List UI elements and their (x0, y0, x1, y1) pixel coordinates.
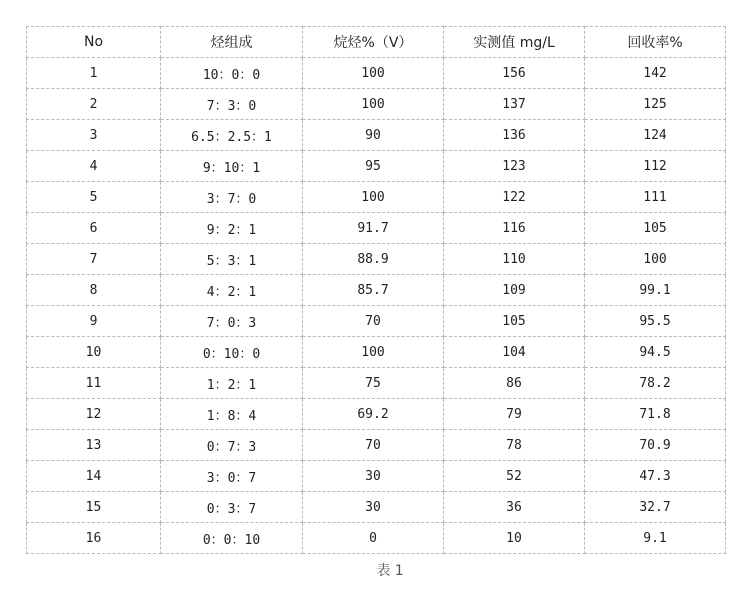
cell-composition: 9：10：1 (161, 151, 303, 182)
cell-composition: 3：7：0 (161, 182, 303, 213)
table-row (27, 368, 726, 399)
cell-recovery-rate: 111 (585, 182, 726, 213)
cell-composition: 0：7：3 (161, 430, 303, 461)
cell-composition: 0：10：0 (161, 337, 303, 368)
cell-alkane-percent: 90 (303, 120, 444, 151)
cell-measured-value: 110 (444, 244, 585, 275)
table-row (27, 244, 726, 275)
cell-measured-value: 123 (444, 151, 585, 182)
cell-alkane-percent: 70 (303, 430, 444, 461)
cell-recovery-rate: 142 (585, 58, 726, 89)
cell-measured-value: 137 (444, 89, 585, 120)
table-row (27, 337, 726, 368)
table-body (27, 58, 726, 554)
table-row (27, 58, 726, 89)
cell-composition: 1：8：4 (161, 399, 303, 430)
cell-composition: 7：3：0 (161, 89, 303, 120)
cell-no: 10 (27, 337, 161, 368)
cell-composition: 9：2：1 (161, 213, 303, 244)
table-row (27, 523, 726, 554)
cell-alkane-percent: 100 (303, 58, 444, 89)
cell-recovery-rate: 32.7 (585, 492, 726, 523)
cell-composition: 4：2：1 (161, 275, 303, 306)
cell-measured-value: 136 (444, 120, 585, 151)
cell-recovery-rate: 112 (585, 151, 726, 182)
cell-measured-value: 122 (444, 182, 585, 213)
cell-composition: 1：2：1 (161, 368, 303, 399)
cell-no: 11 (27, 368, 161, 399)
header-alkane-percent: 烷烃%（V） (303, 27, 444, 58)
table-row (27, 430, 726, 461)
cell-measured-value: 52 (444, 461, 585, 492)
table-row (27, 275, 726, 306)
cell-no: 14 (27, 461, 161, 492)
cell-alkane-percent: 30 (303, 492, 444, 523)
cell-recovery-rate: 99.1 (585, 275, 726, 306)
cell-recovery-rate: 105 (585, 213, 726, 244)
cell-recovery-rate: 71.8 (585, 399, 726, 430)
cell-alkane-percent: 30 (303, 461, 444, 492)
cell-composition: 0：3：7 (161, 492, 303, 523)
table-header-row (27, 27, 726, 58)
cell-no: 16 (27, 523, 161, 554)
cell-alkane-percent: 88.9 (303, 244, 444, 275)
cell-measured-value: 109 (444, 275, 585, 306)
cell-recovery-rate: 124 (585, 120, 726, 151)
table-row (27, 182, 726, 213)
cell-alkane-percent: 69.2 (303, 399, 444, 430)
cell-composition: 10：0：0 (161, 58, 303, 89)
cell-alkane-percent: 95 (303, 151, 444, 182)
cell-recovery-rate: 100 (585, 244, 726, 275)
cell-alkane-percent: 100 (303, 182, 444, 213)
cell-composition: 6.5：2.5：1 (161, 120, 303, 151)
cell-measured-value: 116 (444, 213, 585, 244)
cell-alkane-percent: 85.7 (303, 275, 444, 306)
cell-no: 7 (27, 244, 161, 275)
cell-recovery-rate: 125 (585, 89, 726, 120)
cell-recovery-rate: 47.3 (585, 461, 726, 492)
cell-alkane-percent: 91.7 (303, 213, 444, 244)
table-row (27, 306, 726, 337)
cell-alkane-percent: 70 (303, 306, 444, 337)
cell-alkane-percent: 75 (303, 368, 444, 399)
cell-recovery-rate: 95.5 (585, 306, 726, 337)
cell-measured-value: 156 (444, 58, 585, 89)
table-row (27, 151, 726, 182)
cell-measured-value: 86 (444, 368, 585, 399)
cell-composition: 7：0：3 (161, 306, 303, 337)
cell-recovery-rate: 94.5 (585, 337, 726, 368)
cell-no: 9 (27, 306, 161, 337)
cell-composition: 0：0：10 (161, 523, 303, 554)
table-row (27, 461, 726, 492)
cell-no: 2 (27, 89, 161, 120)
table-row (27, 89, 726, 120)
data-table (26, 26, 726, 554)
cell-composition: 3：0：7 (161, 461, 303, 492)
table-row (27, 492, 726, 523)
cell-no: 15 (27, 492, 161, 523)
cell-measured-value: 78 (444, 430, 585, 461)
data-table-container (26, 26, 725, 554)
cell-measured-value: 105 (444, 306, 585, 337)
cell-no: 8 (27, 275, 161, 306)
cell-composition: 5：3：1 (161, 244, 303, 275)
header-measured-value: 实测值 mg/L (444, 27, 585, 58)
cell-measured-value: 36 (444, 492, 585, 523)
cell-no: 5 (27, 182, 161, 213)
header-no: No (27, 27, 161, 58)
table-caption: 表 1 (376, 563, 404, 579)
table-row (27, 120, 726, 151)
cell-recovery-rate: 9.1 (585, 523, 726, 554)
cell-measured-value: 104 (444, 337, 585, 368)
cell-measured-value: 10 (444, 523, 585, 554)
cell-recovery-rate: 70.9 (585, 430, 726, 461)
cell-alkane-percent: 0 (303, 523, 444, 554)
cell-no: 3 (27, 120, 161, 151)
cell-alkane-percent: 100 (303, 337, 444, 368)
cell-measured-value: 79 (444, 399, 585, 430)
cell-no: 6 (27, 213, 161, 244)
cell-no: 12 (27, 399, 161, 430)
table-row (27, 213, 726, 244)
cell-alkane-percent: 100 (303, 89, 444, 120)
table-row (27, 399, 726, 430)
cell-no: 13 (27, 430, 161, 461)
header-hydrocarbon-composition: 烃组成 (161, 27, 303, 58)
cell-no: 1 (27, 58, 161, 89)
cell-no: 4 (27, 151, 161, 182)
cell-recovery-rate: 78.2 (585, 368, 726, 399)
header-recovery-rate: 回收率% (585, 27, 726, 58)
